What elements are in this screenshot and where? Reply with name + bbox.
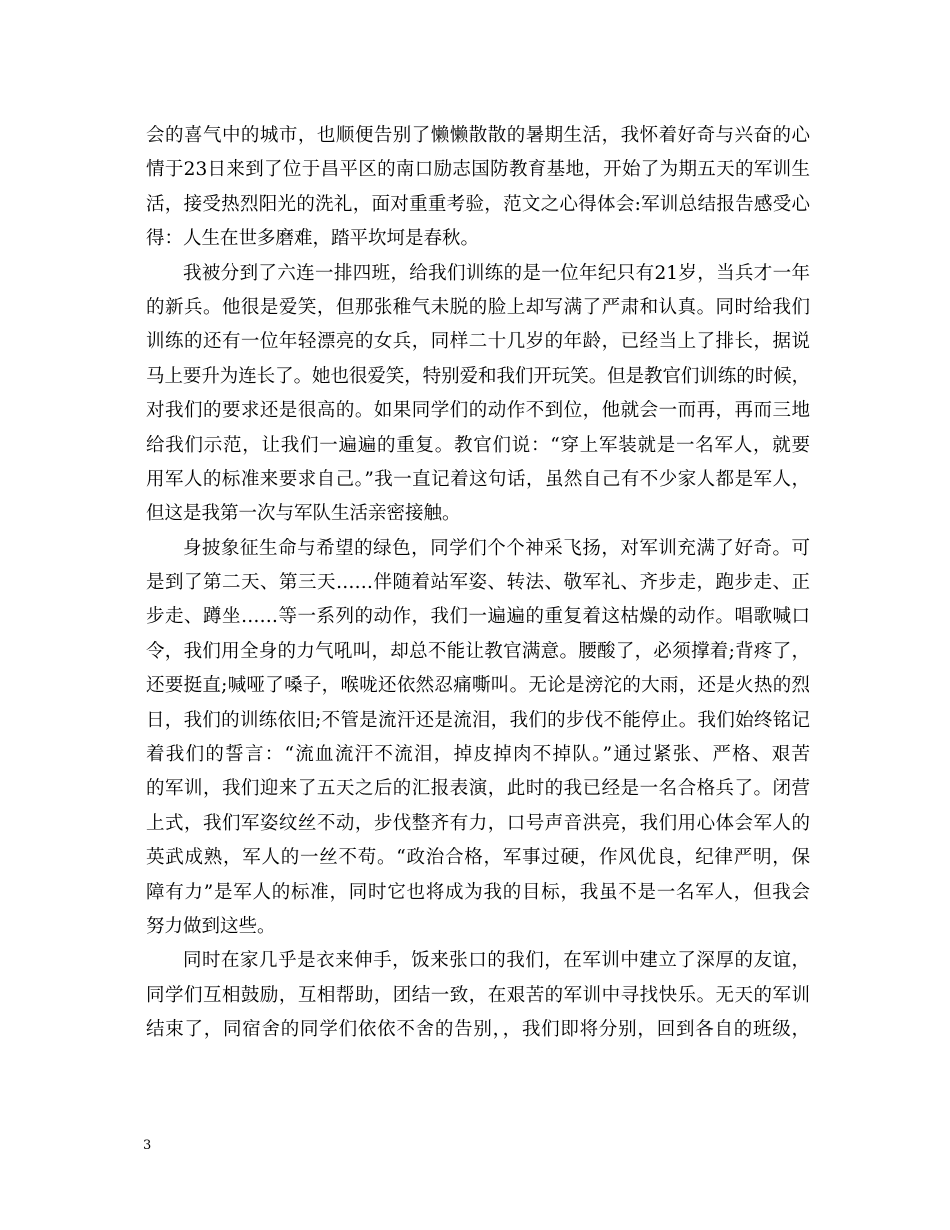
text-line: 努力做到这些。 <box>146 915 276 937</box>
paragraph-first-line: 身披象征生命与希望的绿色，同学们个个神采飞扬，对军训充满了好奇。可 <box>183 537 810 559</box>
text-line: 情于23日来到了位于昌平区的南口励志国防教育基地，开始了为期五天的军训生 <box>146 159 810 181</box>
text-line: 结束了，同宿舍的同学们依依不舍的告别，，我们即将分别，回到各自的班级， <box>146 1019 810 1041</box>
text-line: 但这是我第一次与军队生活亲密接触。 <box>146 503 461 525</box>
text-line: 会的喜气中的城市，也顺便告别了懒懒散散的暑期生活，我怀着好奇与兴奋的心 <box>146 125 810 146</box>
text-line: 障有力”是军人的标准，同时它也将成为我的目标，我虽不是一名军人，但我会 <box>146 881 810 903</box>
text-line: 还要挺直;喊哑了嗓子，喉咙还依然忍痛嘶叫。无论是滂沱的大雨，还是火热的烈 <box>146 675 810 697</box>
paragraph-first-line: 我被分到了六连一排四班，给我们训练的是一位年纪只有21岁，当兵才一年 <box>183 262 810 284</box>
text-line: 的军训，我们迎来了五天之后的汇报表演，此时的我已经是一名合格兵了。闭营 <box>146 778 810 800</box>
text-line: 的新兵。他很是爱笑，但那张稚气未脱的脸上却写满了严肃和认真。同时给我们 <box>146 296 810 318</box>
page-number: 3 <box>143 1138 152 1153</box>
text-line: 令，我们用全身的力气吼叫，却总不能让教官满意。腰酸了，必须撑着;背疼了， <box>146 640 810 662</box>
text-line: 得：人生在世多磨难，踏平坎坷是春秋。 <box>146 228 480 250</box>
text-line: 训练的还有一位年轻漂亮的女兵，同样二十几岁的年龄，已经当上了排长，据说 <box>146 331 810 353</box>
body-text <box>146 119 810 1048</box>
text-line: 日，我们的训练依旧;不管是流汗还是流泪，我们的步伐不能停止。我们始终铭记 <box>146 709 810 731</box>
text-line: 是到了第二天、第三天……伴随着站军姿、转法、敬军礼、齐步走，跑步走、正 <box>146 572 810 594</box>
text-line: 步走、蹲坐……等一系列的动作，我们一遍遍的重复着这枯燥的动作。唱歌喊口 <box>146 606 810 628</box>
paragraph-first-line: 同时在家几乎是衣来伸手，饭来张口的我们，在军训中建立了深厚的友谊， <box>183 950 810 972</box>
text-line: 同学们互相鼓励，互相帮助，团结一致，在艰苦的军训中寻找快乐。无天的军训 <box>146 984 810 1006</box>
text-line: 马上要升为连长了。她也很爱笑，特别爱和我们开玩笑。但是教官们训练的时候， <box>146 365 810 387</box>
text-line: 活，接受热烈阳光的洗礼，面对重重考验，范文之心得体会:军训总结报告感受心 <box>146 193 810 215</box>
text-line: 上式，我们军姿纹丝不动，步伐整齐有力，口号声音洪亮，我们用心体会军人的 <box>146 812 810 834</box>
text-line: 对我们的要求还是很高的。如果同学们的动作不到位，他就会一而再，再而三地 <box>146 400 810 422</box>
text-line: 用军人的标准来要求自己。”我一直记着这句话，虽然自己有不少家人都是军人， <box>146 468 810 490</box>
text-line: 着我们的誓言：“流血流汗不流泪，掉皮掉肉不掉队。”通过紧张、严格、艰苦 <box>146 744 810 766</box>
text-line: 给我们示范，让我们一遍遍的重复。教官们说：“穿上军装就是一名军人，就要 <box>146 434 810 456</box>
text-line: 英武成熟，军人的一丝不苟。“政治合格，军事过硬，作风优良，纪律严明，保 <box>146 847 810 869</box>
